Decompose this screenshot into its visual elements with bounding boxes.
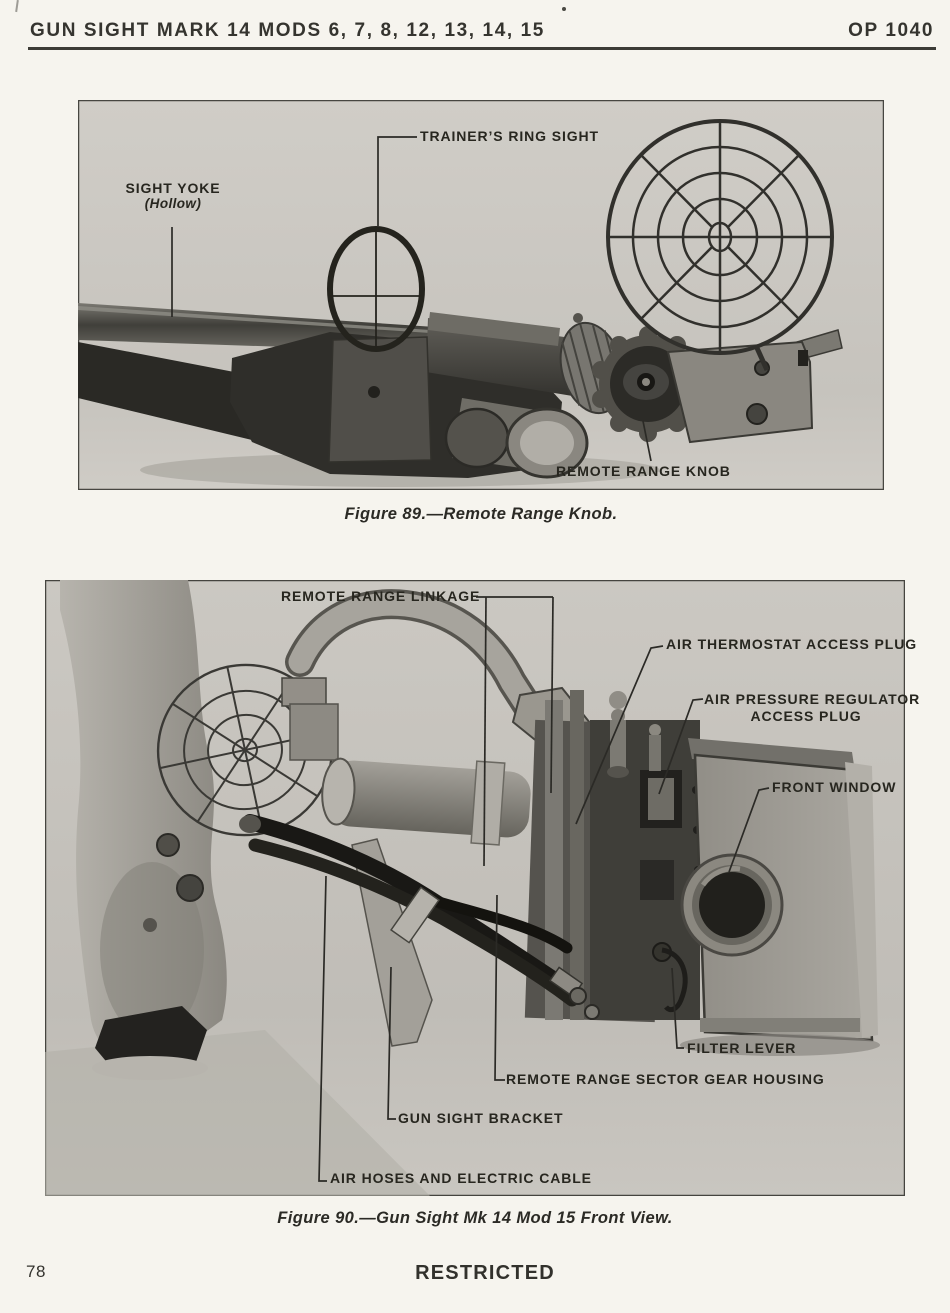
label-sight-yoke-main: SIGHT YOKE <box>125 180 221 196</box>
classification-marking: RESTRICTED <box>415 1262 555 1284</box>
label-air-pressure-regulator <box>704 691 921 725</box>
figure89-caption: Figure 89.—Remote Range Knob. <box>344 505 618 523</box>
label-remote-range-knob: REMOTE RANGE KNOB <box>556 463 731 479</box>
label-air-pressure-line1: AIR PRESSURE REGULATOR <box>704 691 921 707</box>
trainer-ring-plate <box>329 337 431 462</box>
bracket-notch <box>798 350 808 366</box>
front-window <box>699 872 765 938</box>
label-front-window: FRONT WINDOW <box>772 779 897 795</box>
label-remote-range-linkage: REMOTE RANGE LINKAGE <box>281 588 481 604</box>
plate-hole <box>368 386 380 398</box>
pipe-mount <box>290 704 338 760</box>
scan-scratch <box>15 0 19 12</box>
eyepiece-front-inner <box>520 421 574 465</box>
figure90-photo <box>45 580 905 1196</box>
pedal-sole <box>92 1056 208 1080</box>
label-filter-lever: FILTER LEVER <box>687 1040 797 1056</box>
label-trainers-ring-sight: TRAINER’S RING SIGHT <box>420 128 600 144</box>
eyepiece-rear <box>446 409 508 467</box>
column-bolt-3 <box>143 918 157 932</box>
lower-port <box>640 860 674 900</box>
hose-fitting-left <box>239 815 261 833</box>
header-rule <box>28 47 936 50</box>
mounting-bracket <box>668 342 812 442</box>
label-gun-sight-bracket: GUN SIGHT BRACKET <box>398 1110 564 1126</box>
page-title: GUN SIGHT MARK 14 MODS 6, 7, 8, 12, 13, 14, 15 <box>30 20 545 41</box>
label-remote-range-sector-gear-housing: REMOTE RANGE SECTOR GEAR HOUSING <box>506 1071 825 1087</box>
column-bolt-2 <box>177 875 203 901</box>
column-bolt-1 <box>157 834 179 856</box>
doc-number: OP 1040 <box>848 20 934 41</box>
page-number: 78 <box>26 1262 46 1281</box>
label-sight-yoke-note: (Hollow) <box>144 196 202 211</box>
figure89-photo <box>78 100 884 490</box>
label-sight-yoke <box>114 180 232 211</box>
figure90-caption: Figure 90.—Gun Sight Mk 14 Mod 15 Front View. <box>277 1209 673 1227</box>
label-air-pressure-line2: ACCESS PLUG <box>750 708 862 724</box>
housing-step <box>700 1018 860 1032</box>
bracket-bolt-lower <box>747 404 767 424</box>
label-air-hoses-and-electric-cable: AIR HOSES AND ELECTRIC CABLE <box>330 1170 592 1186</box>
scan-speck <box>562 7 566 11</box>
label-air-thermostat-access-plug: AIR THERMOSTAT ACCESS PLUG <box>666 636 918 652</box>
dial-pin <box>573 313 583 323</box>
pipe-flange <box>282 678 326 706</box>
